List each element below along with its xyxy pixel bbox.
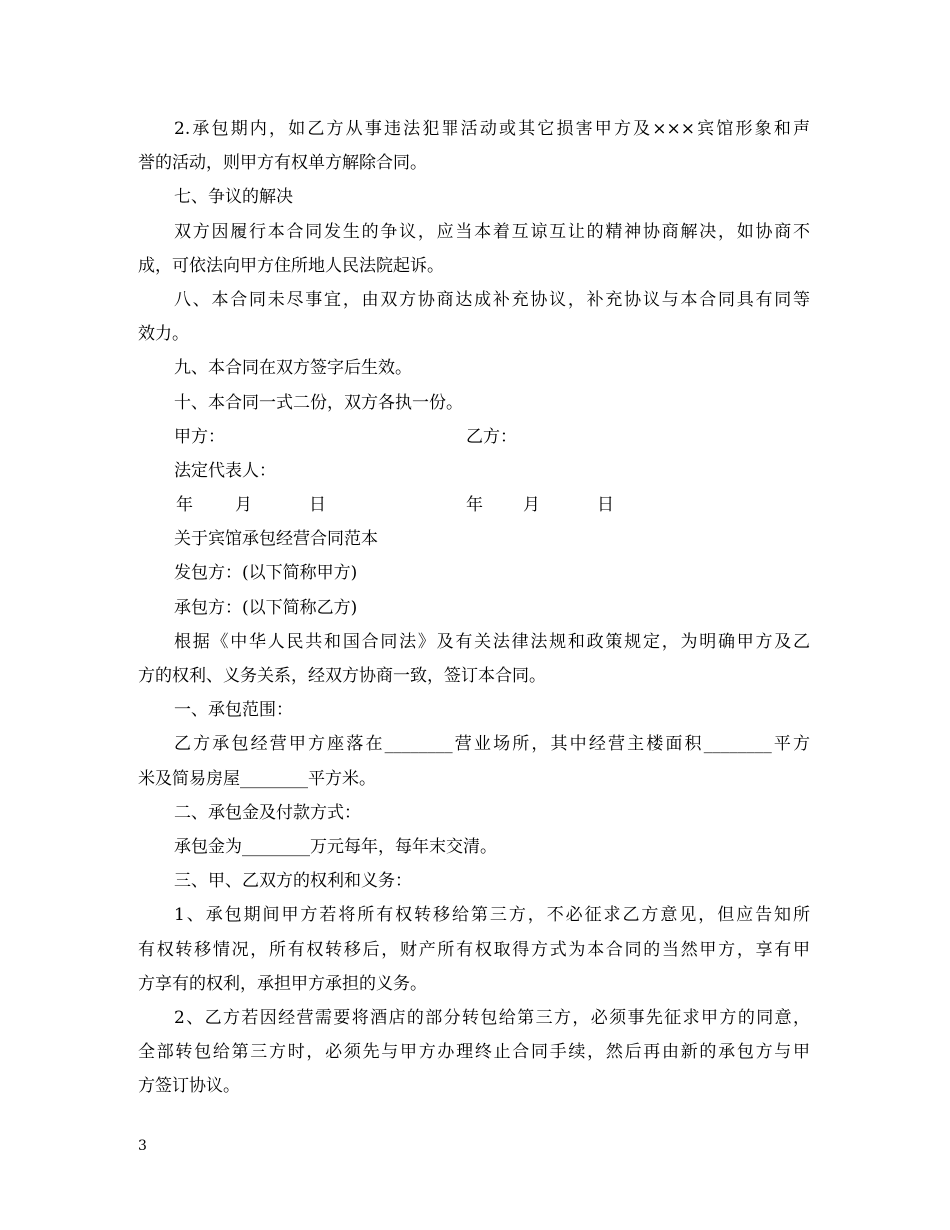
paragraph-line: 发包方：(以下简称甲方) bbox=[174, 563, 358, 584]
paragraph-line: 乙方承包经营甲方座落在________营业场所，其中经营主楼面积________平方 bbox=[174, 734, 810, 755]
party-a-day: 日 bbox=[309, 495, 326, 516]
legal-representative-label: 法定代表人： bbox=[174, 460, 276, 481]
page-number: 3 bbox=[138, 1138, 147, 1154]
paragraph-line: 方享有的权利，承担甲方承担的义务。 bbox=[138, 973, 427, 994]
paragraph-line: 双方因履行本合同发生的争议，应当本着互谅互让的精神协商解决，如协商不 bbox=[174, 221, 810, 242]
paragraph-line: 2、乙方若因经营需要将酒店的部分转包给第三方，必须事先征求甲方的同意， bbox=[174, 1007, 810, 1028]
paragraph-line: 全部转包给第三方时，必须先与甲方办理终止合同手续，然后再由新的承包方与甲 bbox=[138, 1042, 810, 1063]
paragraph-line: 十、本合同一式二份，双方各执一份。 bbox=[174, 392, 463, 413]
signature-parties-row bbox=[138, 420, 810, 454]
party-b-label: 乙方： bbox=[466, 426, 517, 447]
paragraph-line: 有权转移情况，所有权转移后，财产所有权取得方式为本合同的当然甲方，享有甲 bbox=[138, 939, 810, 960]
paragraph-line: 效力。 bbox=[138, 324, 189, 345]
paragraph-line: 方的权利、义务关系，经双方协商一致，签订本合同。 bbox=[138, 666, 546, 686]
document-body bbox=[138, 112, 810, 1103]
signature-date-row bbox=[138, 488, 810, 522]
party-b-day: 日 bbox=[597, 495, 614, 516]
section-heading: 二、承包金及付款方式： bbox=[174, 802, 361, 823]
party-b-month: 月 bbox=[523, 495, 540, 516]
section-heading: 七、争议的解决 bbox=[174, 187, 293, 208]
paragraph-line: 誉的活动，则甲方有权单方解除合同。 bbox=[138, 153, 427, 174]
paragraph-line: 1、承包期间甲方若将所有权转移给第三方，不必征求乙方意见，但应告知所 bbox=[174, 905, 810, 926]
party-a-month: 月 bbox=[235, 495, 252, 516]
party-a-year: 年 bbox=[176, 495, 193, 516]
paragraph-line: 根据《中华人民共和国合同法》及有关法律法规和政策规定，为明确甲方及乙 bbox=[174, 631, 810, 652]
paragraph-line: 米及简易房屋________平方米。 bbox=[138, 768, 376, 789]
paragraph-line: 方签订协议。 bbox=[138, 1076, 240, 1097]
contract-title: 关于宾馆承包经营合同范本 bbox=[174, 529, 378, 550]
section-heading: 一、承包范围： bbox=[174, 700, 293, 721]
paragraph-line: 承包方：(以下简称乙方) bbox=[174, 597, 358, 618]
section-heading: 三、甲、乙双方的权利和义务： bbox=[174, 871, 412, 892]
party-a-label: 甲方： bbox=[174, 426, 225, 447]
paragraph-line: 承包金为________万元每年，每年末交清。 bbox=[174, 836, 497, 857]
paragraph-line: 九、本合同在双方签字后生效。 bbox=[174, 358, 412, 379]
paragraph-line: 八、本合同未尽事宜，由双方协商达成补充协议，补充协议与本合同具有同等 bbox=[174, 289, 810, 310]
paragraph-line: 成，可依法向甲方住所地人民法院起诉。 bbox=[138, 255, 444, 276]
party-b-year: 年 bbox=[466, 495, 483, 516]
paragraph-line: 2.承包期内，如乙方从事违法犯罪活动或其它损害甲方及×××宾馆形象和声 bbox=[174, 119, 810, 139]
